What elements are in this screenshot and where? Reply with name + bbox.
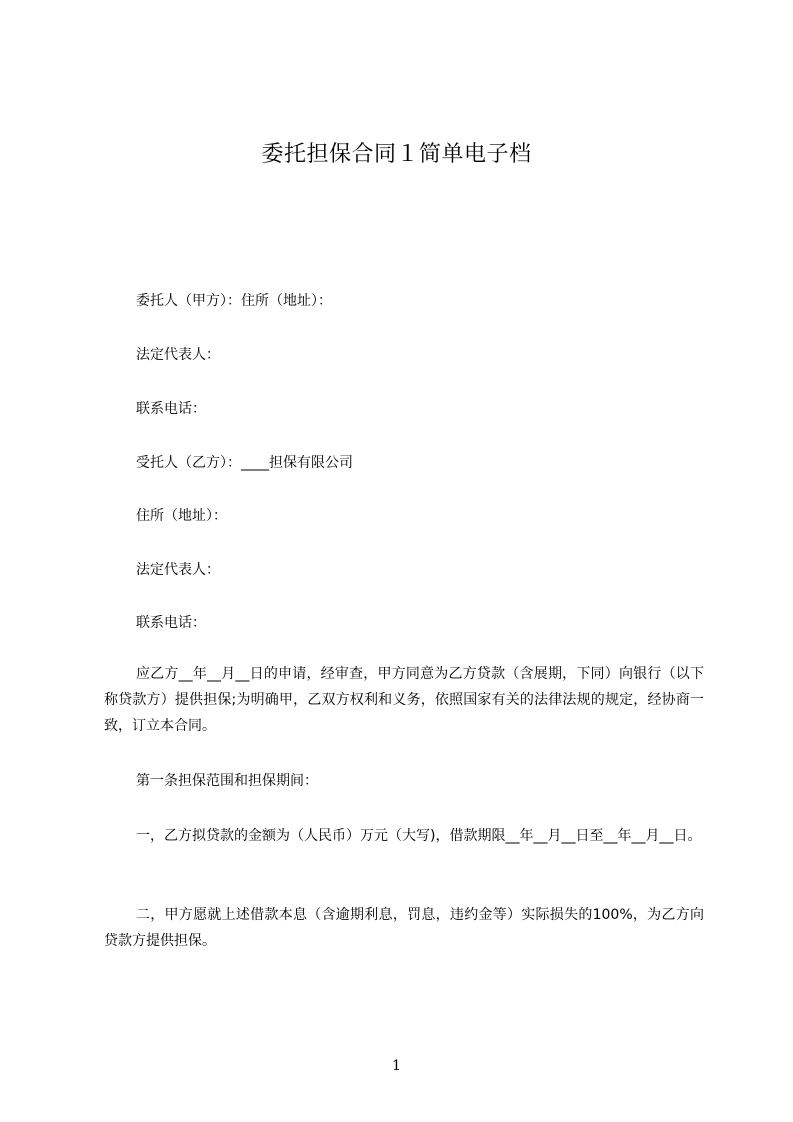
document-title: 委托担保合同１简单电子档 [261, 142, 532, 167]
trustee-party-line: 受托人（乙方）：____担保有限公司 [136, 455, 353, 471]
principal-legal-rep-line: 法定代表人： [136, 347, 220, 363]
principal-phone-line: 联系电话： [136, 401, 206, 417]
principal-party-line: 委托人（甲方）：住所（地址）： [136, 293, 332, 309]
page-number: 1 [392, 1058, 401, 1074]
article-1-heading: 第一条担保范围和担保期间： [136, 773, 318, 789]
trustee-address-line: 住所（地址）： [136, 508, 227, 524]
intro-paragraph: 应乙方__年__月__日的申请，经审查，甲方同意为乙方贷款（含展期，下同）向银行（以下称贷款方）提供担保;为明确甲，乙双方权利和义务，依照国家有关的法律法规的规定，经协商一致，订立本合同。 [104, 666, 704, 734]
trustee-phone-line: 联系电话： [136, 615, 206, 631]
article-1-item-2: 二，甲方愿就上述借款本息（含逾期利息，罚息，违约金等）实际损失的100%，为乙方向贷款方提供担保。 [104, 907, 704, 949]
article-1-item-1: 一，乙方拟贷款的金额为（人民币）万元（大写)，借款期限__年__月__日至__年__月__日。 [136, 828, 702, 844]
trustee-legal-rep-line: 法定代表人： [136, 562, 220, 578]
